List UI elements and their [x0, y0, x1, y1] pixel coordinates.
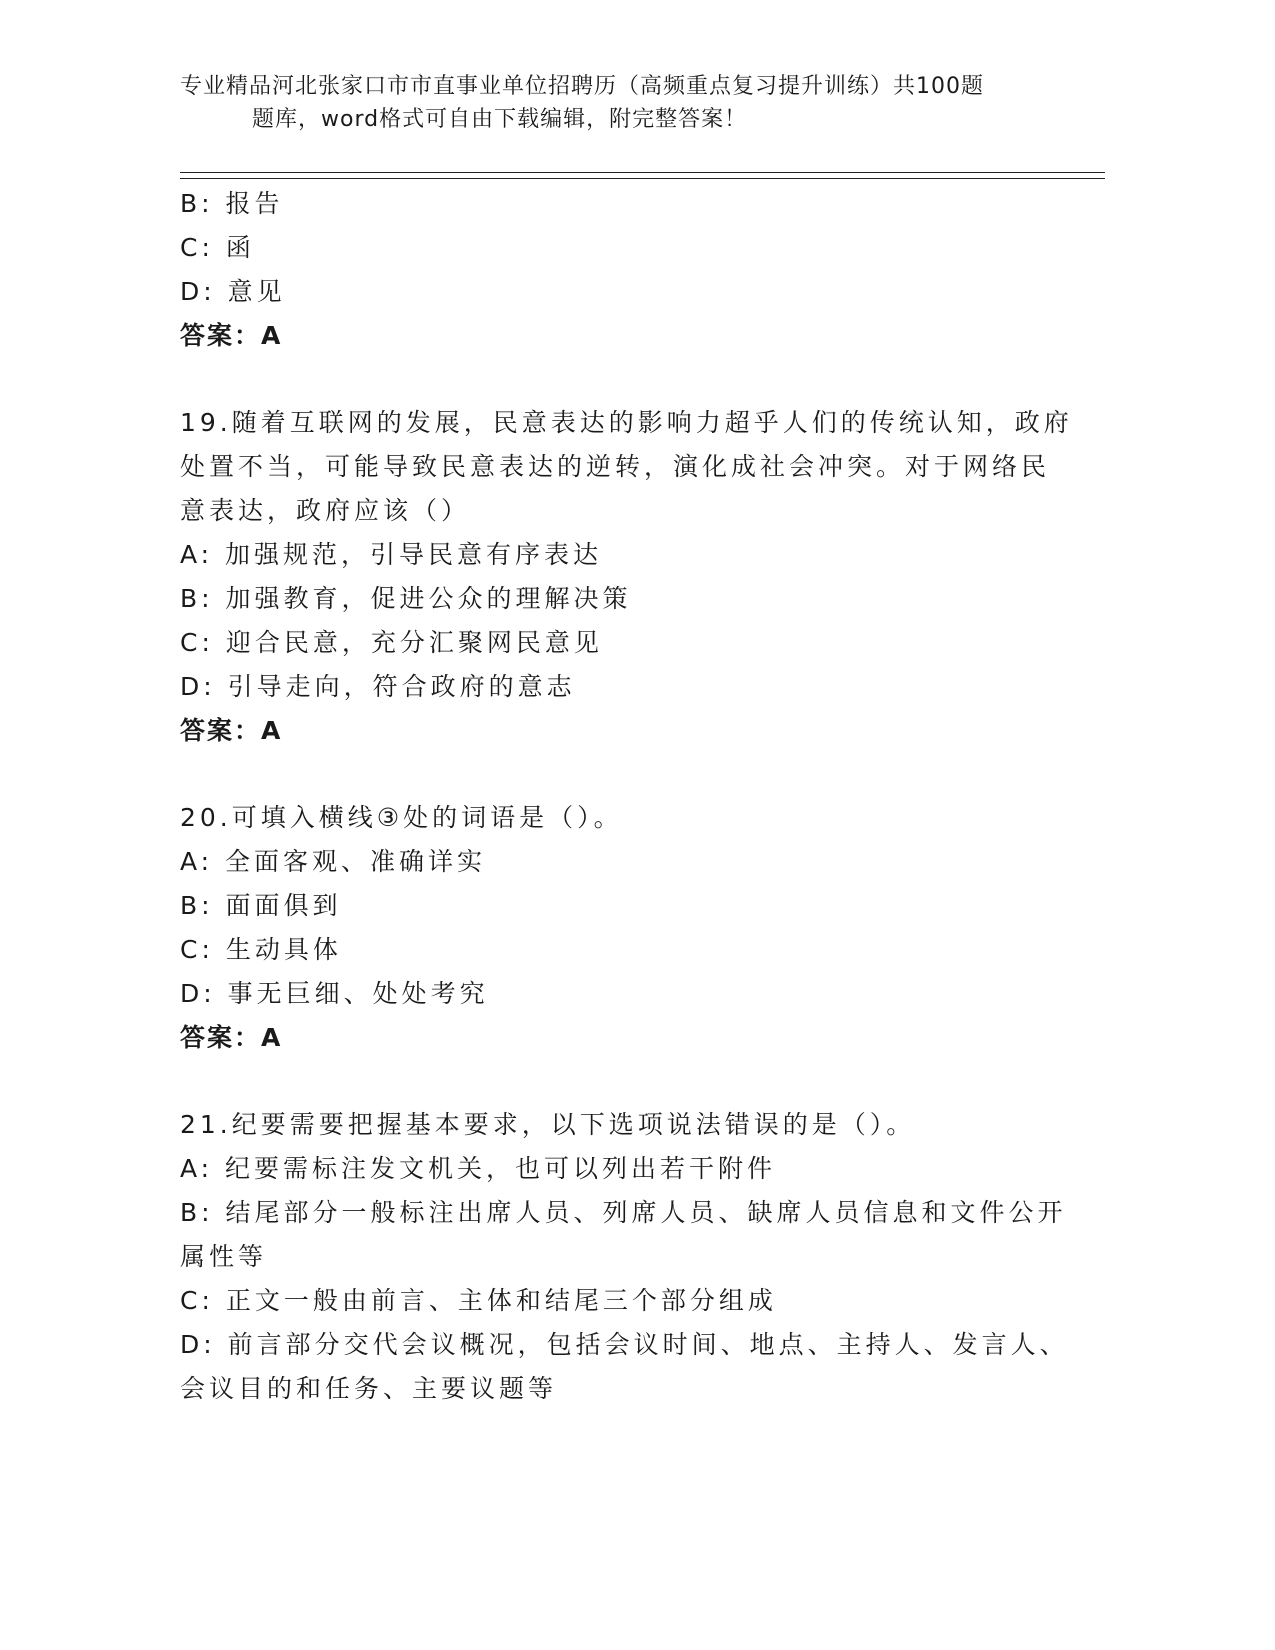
question-stem-line: 处置不当，可能导致民意表达的逆转，演化成社会冲突。对于网络民	[180, 452, 1051, 481]
question-stem-line: 19.随着互联网的发展，民意表达的影响力超乎人们的传统认知，政府	[180, 408, 1073, 437]
option-c: C: 函	[180, 233, 255, 262]
option-b: B: 加强教育，促进公众的理解决策	[180, 584, 632, 613]
answer: 答案：A	[180, 716, 283, 745]
option-c: C: 生动具体	[180, 935, 342, 964]
header-divider-bottom	[180, 178, 1105, 179]
document-body	[180, 182, 1073, 1411]
question-20	[180, 796, 1040, 1060]
option-b: B: 结尾部分一般标注出席人员、列席人员、缺席人员信息和文件公开	[180, 1198, 1067, 1227]
option-c: C: 正文一般由前言、主体和结尾三个部分组成	[180, 1286, 777, 1315]
option-b: B: 报告	[180, 189, 284, 218]
spacer	[180, 753, 1040, 796]
option-d: D: 引导走向，符合政府的意志	[180, 672, 576, 701]
option-d: D: 意见	[180, 277, 286, 306]
question-21	[180, 1103, 1069, 1411]
spacer	[180, 358, 1040, 401]
question-stem-line: 意表达，政府应该（）	[180, 496, 471, 525]
header-title-line-2: 题库，word格式可自由下载编辑，附完整答案！	[252, 107, 748, 132]
spacer	[180, 1060, 1040, 1103]
question-18-tail	[180, 182, 1040, 358]
option-d-continued: 会议目的和任务、主要议题等	[180, 1374, 558, 1403]
option-d: D: 前言部分交代会议概况，包括会议时间、地点、主持人、发言人、	[180, 1330, 1069, 1359]
question-stem-line: 21.纪要需要把握基本要求，以下选项说法错误的是（）。	[180, 1110, 916, 1139]
answer: 答案：A	[180, 321, 283, 350]
header-divider-top	[180, 172, 1105, 173]
option-d: D: 事无巨细、处处考究	[180, 979, 489, 1008]
question-19	[180, 401, 1073, 753]
option-b-continued: 属性等	[180, 1242, 268, 1271]
option-a: A: 加强规范，引导民意有序表达	[180, 540, 603, 569]
option-a: A: 全面客观、准确详实	[180, 847, 487, 876]
answer: 答案：A	[180, 1023, 283, 1052]
option-b: B: 面面俱到	[180, 891, 342, 920]
option-c: C: 迎合民意，充分汇聚网民意见	[180, 628, 603, 657]
option-a: A: 纪要需标注发文机关，也可以列出若干附件	[180, 1154, 777, 1183]
document-header	[180, 70, 1100, 136]
question-stem-line: 20.可填入横线③处的词语是（）。	[180, 803, 623, 832]
header-title-line-1: 专业精品河北张家口市市直事业单位招聘历（高频重点复习提升训练）共100题	[180, 74, 984, 99]
